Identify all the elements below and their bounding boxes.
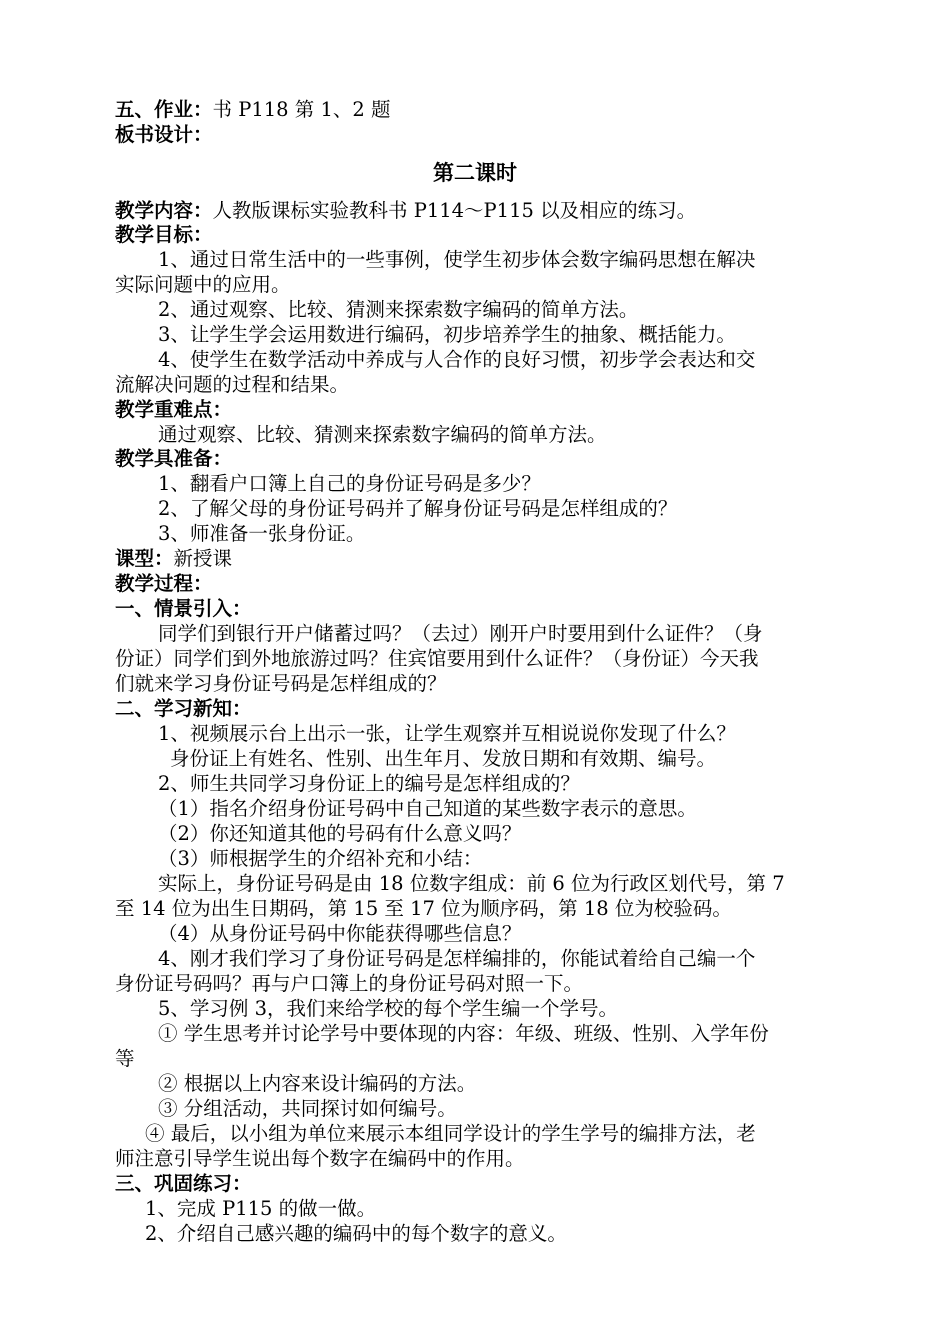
practice-label: 三、巩固练习： xyxy=(115,1172,252,1195)
key-points-line: 通过观察、比较、猜测来探索数字编码的简单方法。 xyxy=(158,423,607,446)
new-knowledge-line: 4、刚才我们学习了身份证号码是怎样编排的，你能试着给自己编一个 xyxy=(158,947,756,970)
new-knowledge-line: （4）从身份证号码中你能获得哪些信息？ xyxy=(158,922,522,945)
lesson-title: 第二课时 xyxy=(433,160,517,185)
new-knowledge-line: 师注意引导学生说出每个数字在编码中的作用。 xyxy=(115,1147,525,1170)
new-knowledge-line: ④ 最后，以小组为单位来展示本组同学设计的学生学号的编排方法，老 xyxy=(145,1122,756,1145)
new-knowledge-line: 身份证号码吗？再与户口簿上的身份证号码对照一下。 xyxy=(115,972,584,995)
new-knowledge-line: 身份证上有姓名、性别、出生年月、发放日期和有效期、编号。 xyxy=(170,747,717,770)
process-label: 教学过程： xyxy=(115,572,213,595)
intro-label: 一、情景引入： xyxy=(115,597,252,620)
content-label: 教学内容： xyxy=(115,199,213,222)
new-knowledge-line: 等 xyxy=(115,1047,135,1070)
intro-line: 份证）同学们到外地旅游过吗？住宾馆要用到什么证件？（身份证）今天我 xyxy=(115,647,759,670)
new-knowledge-line: 2、师生共同学习身份证上的编号是怎样组成的？ xyxy=(158,772,580,795)
new-knowledge-label: 二、学习新知： xyxy=(115,697,252,720)
intro-line: 们就来学习身份证号码是怎样组成的？ xyxy=(115,672,447,695)
new-knowledge-line: 1、视频展示台上出示一张，让学生观察并互相说说你发现了什么？ xyxy=(158,722,736,745)
new-knowledge-line: ③ 分组活动，共同探讨如何编号。 xyxy=(158,1097,457,1120)
objectives-line: 流解决问题的过程和结果。 xyxy=(115,373,350,396)
board-design-label: 板书设计： xyxy=(115,123,213,146)
lesson-type-label: 课型： xyxy=(115,547,174,570)
preparation-line: 1、翻看户口簿上自己的身份证号码是多少？ xyxy=(158,472,541,495)
key-points-label: 教学重难点： xyxy=(115,398,233,421)
objectives-line: 2、通过观察、比较、猜测来探索数字编码的简单方法。 xyxy=(158,298,639,321)
objectives-line: 3、让学生学会运用数进行编码，初步培养学生的抽象、概括能力。 xyxy=(158,323,736,346)
new-knowledge-line: 至 14 位为出生日期码，第 15 至 17 位为顺序码，第 18 位为校验码。 xyxy=(115,897,732,920)
new-knowledge-line: 实际上，身份证号码是由 18 位数字组成：前 6 位为行政区划代号，第 7 xyxy=(158,872,785,895)
homework-label: 五、作业： xyxy=(115,98,213,121)
preparation-label: 教学具准备： xyxy=(115,447,233,470)
content-line xyxy=(115,198,696,224)
new-knowledge-line: 5、学习例 3，我们来给学校的每个学生编一个学号。 xyxy=(158,997,619,1020)
intro-line: 同学们到银行开户储蓄过吗？（去过）刚开户时要用到什么证件？（身 xyxy=(158,622,763,645)
objectives-line: 1、通过日常生活中的一些事例，使学生初步体会数字编码思想在解决 xyxy=(158,248,756,271)
new-knowledge-line: （1）指名介绍身份证号码中自己知道的某些数字表示的意思。 xyxy=(158,797,697,820)
new-knowledge-line: ① 学生思考并讨论学号中要体现的内容：年级、班级、性别、入学年份 xyxy=(158,1022,769,1045)
lesson-type-line xyxy=(115,546,232,572)
new-knowledge-line: ② 根据以上内容来设计编码的方法。 xyxy=(158,1072,477,1095)
new-knowledge-line: （3）师根据学生的介绍补充和小结： xyxy=(158,847,483,870)
homework-text: 书 P118 第 1、2 题 xyxy=(212,98,391,121)
homework-line xyxy=(115,97,390,123)
objectives-line: 实际问题中的应用。 xyxy=(115,273,291,296)
preparation-line: 2、了解父母的身份证号码并了解身份证号码是怎样组成的？ xyxy=(158,497,678,520)
objectives-label: 教学目标： xyxy=(115,223,213,246)
practice-line: 1、完成 P115 的做一做。 xyxy=(145,1197,377,1220)
new-knowledge-line: （2）你还知道其他的号码有什么意义吗？ xyxy=(158,822,522,845)
lesson-type-text: 新授课 xyxy=(173,547,233,570)
preparation-line: 3、师准备一张身份证。 xyxy=(158,522,366,545)
practice-line: 2、介绍自己感兴趣的编码中的每个数字的意义。 xyxy=(145,1222,567,1245)
content-text: 人教版课标实验教科书 P114～P115 以及相应的练习。 xyxy=(212,199,697,222)
objectives-line: 4、使学生在数学活动中养成与人合作的良好习惯，初步学会表达和交 xyxy=(158,348,756,371)
